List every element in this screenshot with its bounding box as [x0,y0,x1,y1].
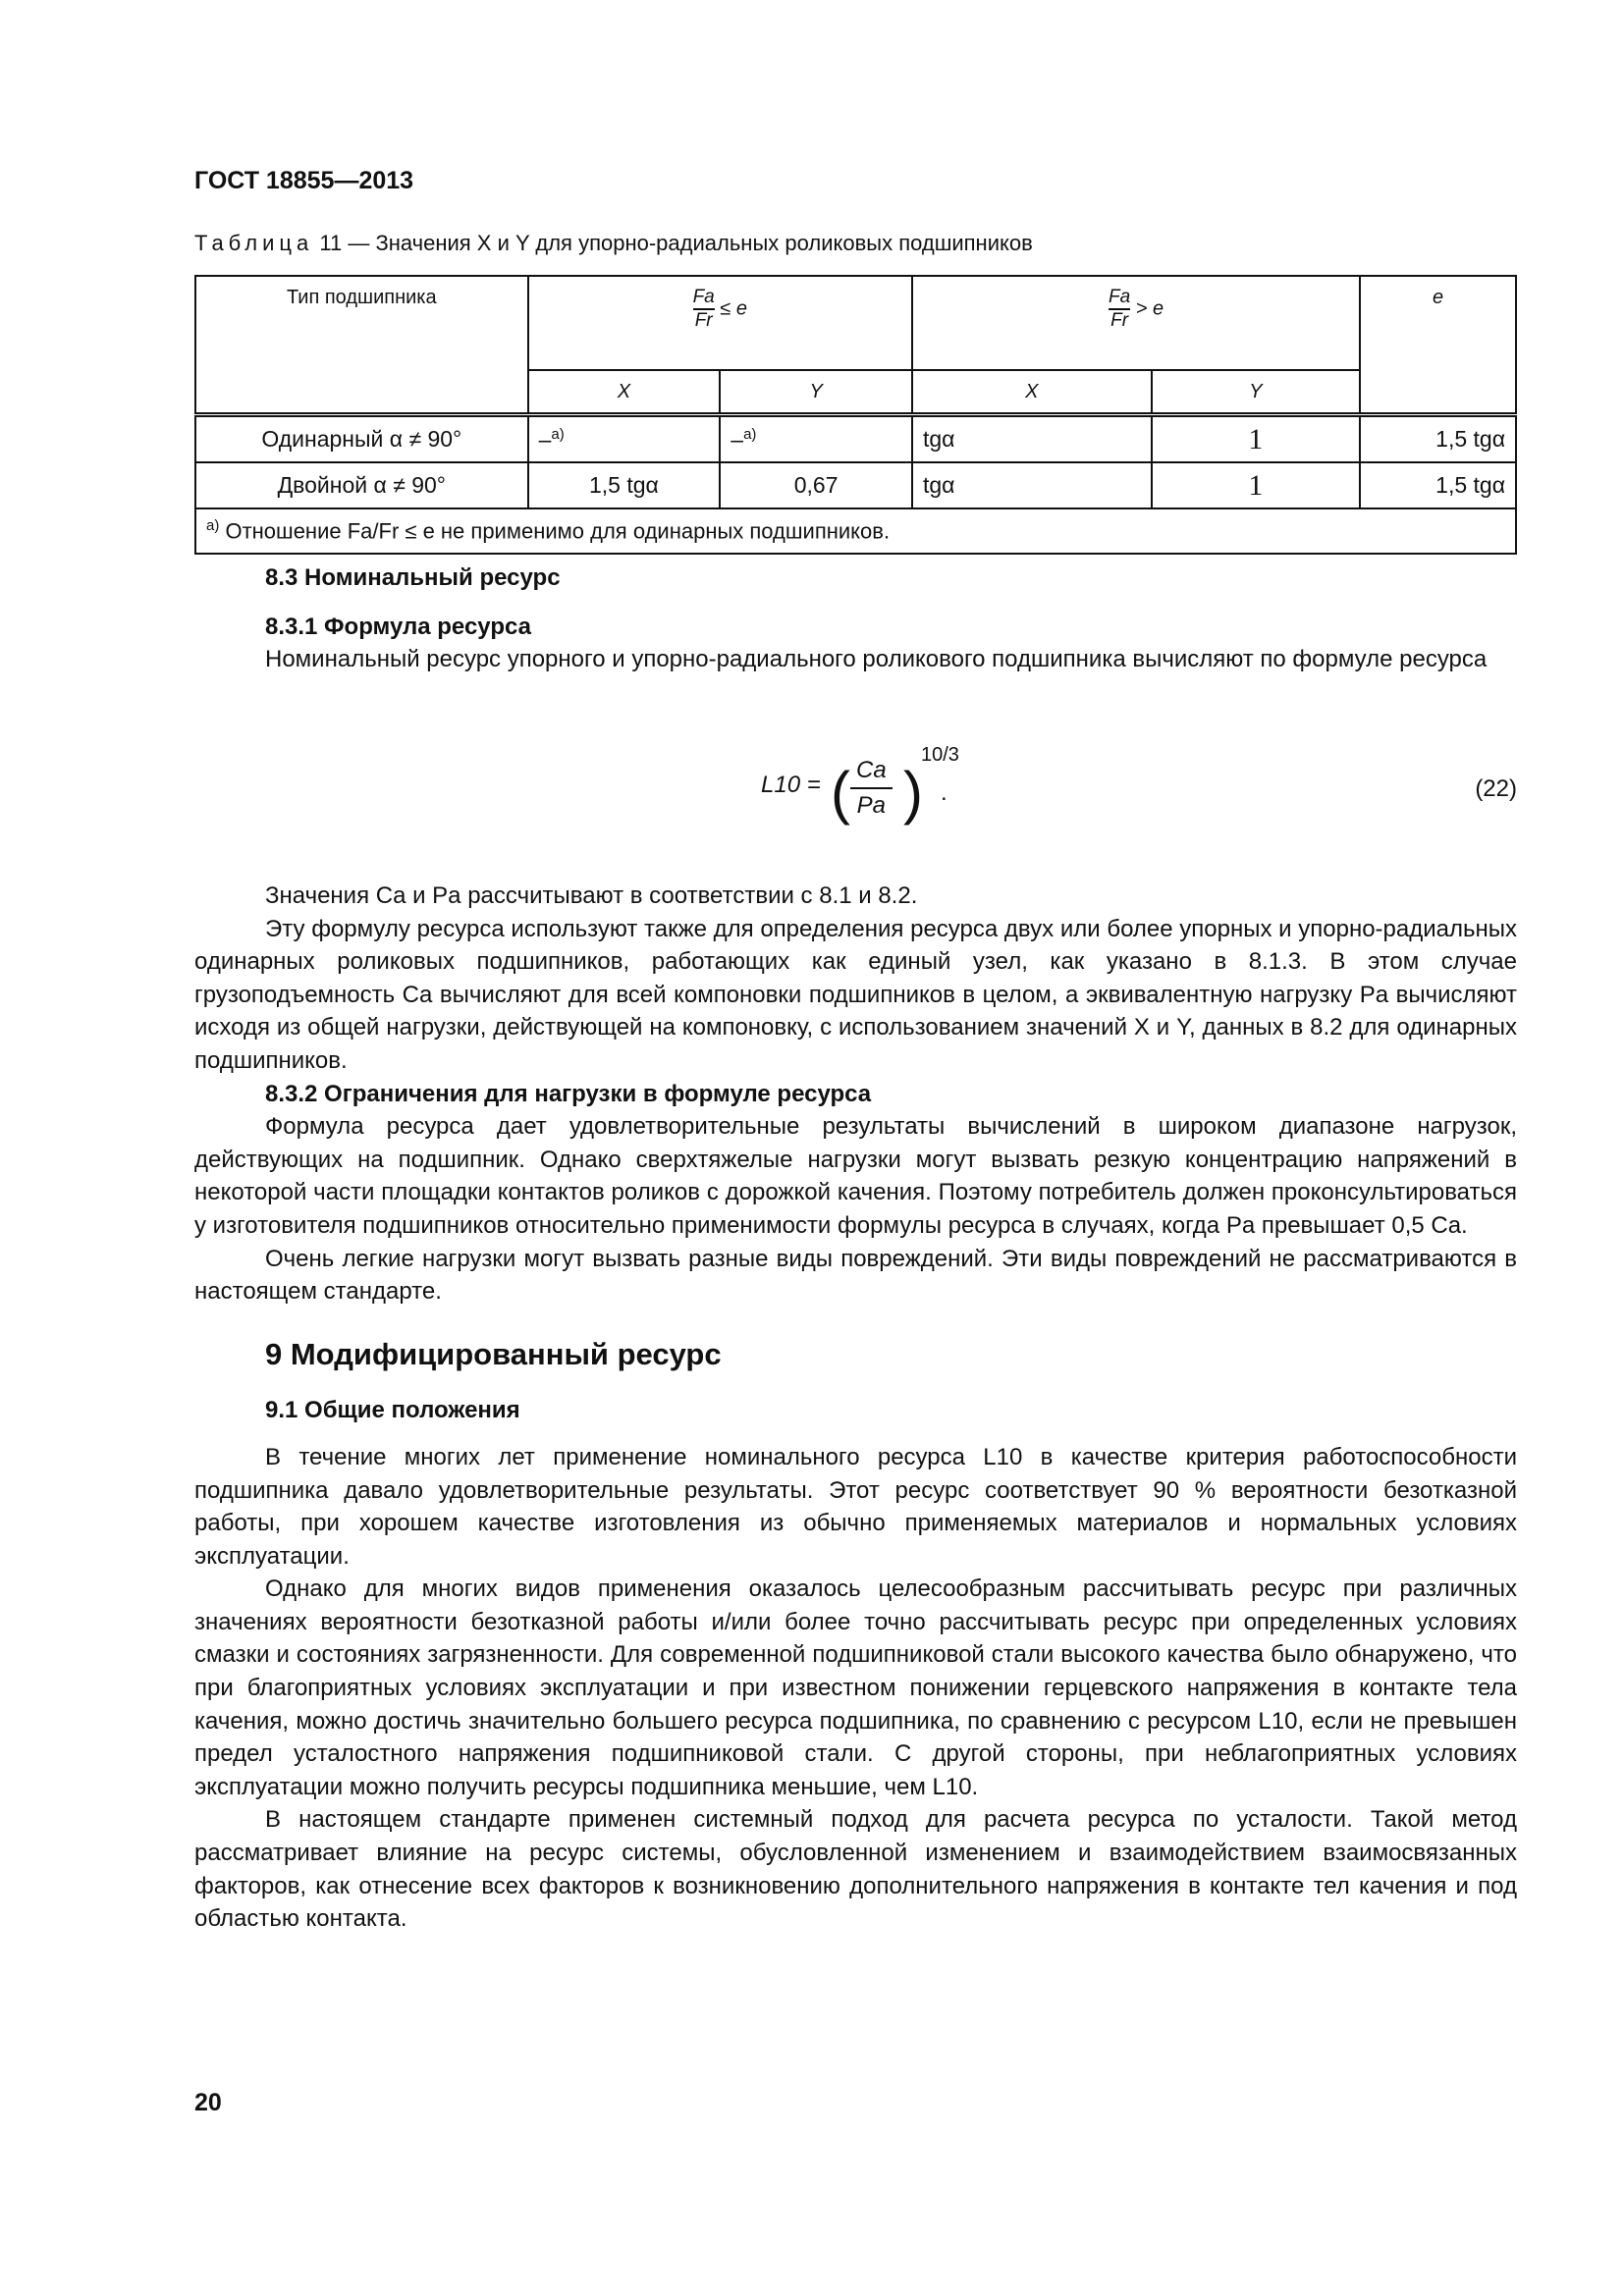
cell-e: 1,5 tgα [1360,415,1516,463]
heading-8-3-2: 8.3.2 Ограничения для нагрузки в формуле ресурса [265,1080,872,1107]
caption-prefix: Таблица [194,231,314,255]
header-condition-le [528,276,912,370]
footnote-text: Отношение Fa/Fr ≤ e не применимо для одинарных подшипников. [225,518,891,544]
table-caption [194,231,1033,256]
paragraph: Значения Ca и Pa рассчитывают в соответствии с 8.1 и 8.2. [265,882,918,909]
page-number: 20 [194,2089,222,2116]
formula-lhs: L10 = [761,772,821,798]
paragraph: Формула ресурса дает удовлетворительные результаты вычислений в широком диапазоне нагрузок, действующих на подшипник. Однако сверхтяжелые нагрузки могут вызвать резкую концентрацию напряжений в некоторой части площадки контактов роликов с дорожкой качения. Поэтому потребитель должен проконсультироваться у изготовителя подшипников относительно применимости формулы ресурса в случаях, когда Pa превышает 0,5 Ca. [194,1113,1517,1239]
left-paren: ( [831,760,850,826]
heading-8-3-1: 8.3.1 Формула ресурса [265,613,531,640]
paragraph: Номинальный ресурс упорного и упорно-радиального роликового подшипника вычисляют по формуле ресурса [265,646,1488,673]
formula-exponent: 10/3 [921,744,959,766]
paragraph: Однако для многих видов применения оказалось целесообразным рассчитывать ресурс при различных значениях вероятности безотказной работы и/или более точно рассчитывать ресурс при определенных условиях смазки и состояниях загрязненности. Для современной подшипниковой стали высокого качества было обнаружено, что при благоприятных условиях эксплуатации и при известном понижении герцевского напряжения в контакте тела качения, можно достичь значительно большего ресурса подшипника, по сравнению с ресурсом L10, если не превышен предел усталостного напряжения подшипниковой стали. С другой стороны, при неблагоприятных условиях эксплуатации можно получить ресурсы подшипника меньшие, чем L10. [194,1575,1517,1800]
section-8-3-body [194,880,1517,1936]
fraction-num: Fa [1109,287,1130,310]
footnote-ref: а) [551,425,565,443]
formula-22 [194,746,1517,844]
cell-y1: 0,67 [720,462,912,508]
heading-9-1: 9.1 Общие положения [265,1397,520,1424]
header-e: e [1360,276,1516,415]
condition-rel: > e [1135,297,1164,320]
heading-8-3: 8.3 Номинальный ресурс [265,564,561,591]
paragraph: Эту формулу ресурса используют также для определения ресурса двух или более упорных и упорно-радиальных одинарных роликовых подшипников, работающих как единый узел, как указано в 8.1.3. В этом случае грузоподъемность Ca вычисляют для всей компоновки подшипников в целом, а эквивалентную нагрузку Pa вычисляют исходя из общей нагрузки, действующей на компоновку, с использованием значений X и Y, данных в 8.2 для одинарных подшипников. [194,915,1517,1074]
right-paren: ) [903,760,923,826]
fraction-num: Fa [693,287,715,310]
cell-y2: 1 [1152,415,1361,463]
condition-rel: ≤ e [720,297,747,320]
subheader-x: X [528,370,721,415]
fraction-den: Fr [694,310,713,331]
footnote-mark: а) [206,517,220,535]
document-id: ГОСТ 18855—2013 [194,167,414,194]
subheader-y: Y [1152,370,1361,415]
cell-type: Одинарный α ≠ 90° [195,415,528,463]
formula-den: Pa [856,792,887,819]
formula-number: (22) [1475,775,1517,802]
caption-text: 11 — Значения X и Y для упорно-радиальных роликовых подшипников [313,231,1033,255]
paragraph: Очень легкие нагрузки могут вызвать разные виды повреждений. Эти виды повреждений не рассматриваются в настоящем стандарте. [194,1245,1517,1306]
xy-values-table [194,275,1517,555]
formula-num: Ca [850,754,893,789]
table-row [195,415,1516,463]
cell-type: Двойной α ≠ 90° [195,462,528,508]
header-condition-gt [912,276,1360,370]
section-8-3 [194,561,1517,676]
cell-y1: – [731,426,744,453]
paragraph: В настоящем стандарте применен системный подход для расчета ресурса по усталости. Такой метод рассматривает влияние на ресурс системы, обусловленной изменением и взаимодействием взаимосвязанных факторов, как отнесение всех факторов к возникновению дополнительного напряжения в контакте тел качения и под областью контакта. [194,1806,1517,1933]
table-header-row [195,276,1516,370]
formula-dot: . [941,779,947,806]
cell-e: 1,5 tgα [1360,462,1516,508]
cell-x1: 1,5 tgα [528,462,721,508]
cell-y2: 1 [1152,462,1361,508]
cell-x2: tgα [912,462,1152,508]
table-footnote-row [195,508,1516,554]
header-bearing-type: Тип подшипника [195,276,528,415]
paragraph: В течение многих лет применение номинального ресурса L10 в качестве критерия работоспособности подшипника давало удовлетворительные результаты. Этот ресурс соответствует 90 % вероятности безотказной работы, при хорошем качестве изготовления из обычно применяемых материалов и нормальных условиях эксплуатации. [194,1443,1517,1570]
fraction-den: Fr [1110,310,1129,331]
subheader-y: Y [720,370,912,415]
table-row [195,462,1516,508]
subheader-x: X [912,370,1152,415]
table-footnote [195,508,1516,554]
footnote-ref: а) [743,425,757,443]
cell-x1: – [538,426,552,453]
cell-x2: tgα [912,415,1152,463]
heading-9: 9 Модифицированный ресурс [265,1336,722,1371]
